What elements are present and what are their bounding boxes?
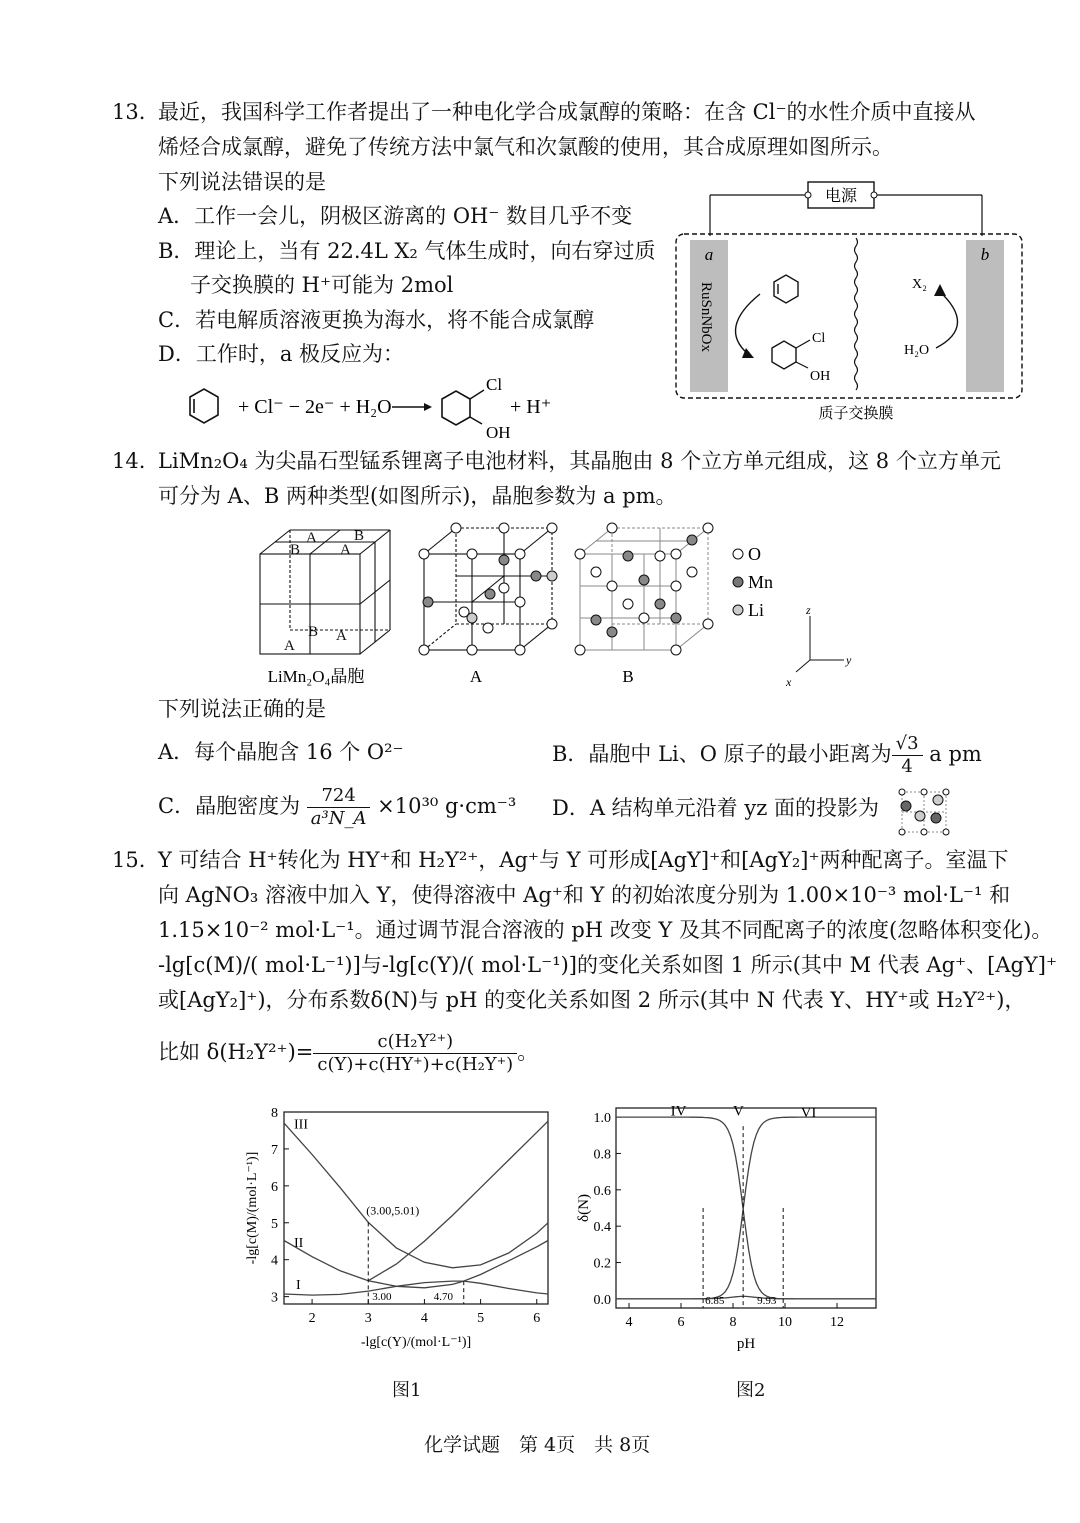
eq-reactants: + Cl⁻ − 2e⁻ + H₂O xyxy=(238,396,392,418)
fig1-point-label: (3.00,5.01) xyxy=(366,1203,420,1218)
q13-option-d: D．工作时，a 极反应为： xyxy=(158,342,405,366)
fig1-xtick-label: 4 xyxy=(420,1311,428,1326)
q13-stem-line1: 最近，我国科学工作者提出了一种电化学合成氯醇的策略：在含 Cl⁻的水性介质中直接从 xyxy=(158,100,976,124)
q14-number: 14. xyxy=(112,449,146,473)
q14-option-b-post: a pm xyxy=(929,742,982,766)
q15-line1: Y 可结合 H⁺转化为 HY⁺和 H₂Y²⁺，Ag⁺与 Y 可形成[AgY]⁺和[AgY₂]⁺两种配离子。室温下 xyxy=(158,848,1009,872)
fig1-ytick-label: 3 xyxy=(271,1290,278,1306)
fig2-ytick-label: 0.8 xyxy=(593,1147,611,1163)
fig1-ytick-label: 4 xyxy=(271,1253,278,1269)
figure-1-chart xyxy=(236,1098,566,1398)
fig1-xtick-label: 5 xyxy=(477,1311,485,1326)
q14-option-b-pre: B．晶胞中 Li、O 原子的最小距离为 xyxy=(552,742,892,766)
q14-option-c-den: a³N_A xyxy=(310,808,367,829)
q15-example-num: c(H₂Y²⁺) xyxy=(313,1031,517,1054)
unit-b-caption: B xyxy=(622,667,634,686)
cell-label-b1: B xyxy=(290,542,301,558)
fig2-xtick-label: 12 xyxy=(830,1315,844,1330)
fig2-xtick-label: 4 xyxy=(625,1315,633,1330)
diagram-x2: X₂ xyxy=(912,277,927,292)
axis-y: y xyxy=(846,653,852,667)
proton-exchange-membrane xyxy=(855,238,858,390)
fig1-x-annot-470: 4.70 xyxy=(433,1291,453,1303)
fig2-xtick-label: 8 xyxy=(729,1315,737,1330)
fig2-series-line-IV xyxy=(616,1117,876,1299)
q15-example-den: c(Y)+c(HY⁺)+c(H₂Y⁺) xyxy=(317,1054,514,1075)
fig1-ytick-label: 6 xyxy=(271,1179,278,1195)
electrode-b-label: b xyxy=(980,245,990,264)
eq-cl: Cl xyxy=(486,375,503,394)
cell-caption: LiMn₂O₄晶胞 xyxy=(267,667,365,686)
q13-prompt: 下列说法错误的是 xyxy=(158,170,326,194)
q15-line3: 1.15×10⁻² mol·L⁻¹。通过调节混合溶液的 pH 改变 Y 及其不同配离子的浓度(忽略体积变化)。 xyxy=(158,918,1053,942)
fig2-x-annot-685: 6.85 xyxy=(705,1295,725,1307)
cell-label-a4: A xyxy=(336,628,347,644)
fig2-series-line-VI xyxy=(616,1117,876,1299)
q15-number: 15. xyxy=(112,848,146,872)
fig1-xtick-label: 6 xyxy=(533,1311,541,1326)
q13-option-b-line1: B．理论上，当有 22.4L X₂ 气体生成时，向右穿过质 xyxy=(158,239,656,263)
q15-example-pre: 比如 δ(H₂Y²⁺)= xyxy=(158,1040,314,1064)
crystal-figures xyxy=(250,520,870,690)
q13-equation xyxy=(180,372,600,442)
q13-option-b-line2: 子交换膜的 H⁺可能为 2mol xyxy=(190,273,454,297)
cell-label-b2: B xyxy=(354,528,365,544)
fig2-plot-frame xyxy=(616,1108,876,1308)
fig2-xlabel: pH xyxy=(736,1336,756,1352)
fig2-ytick-label: 0.0 xyxy=(593,1292,611,1308)
q15-example xyxy=(158,1020,538,1084)
legend-mn: Mn xyxy=(748,572,774,592)
fig2-ytick-label: 1.0 xyxy=(593,1111,611,1127)
fig2-curve-label-V: V xyxy=(733,1103,744,1120)
q13-option-a: A．工作一会儿，阴极区游离的 OH⁻ 数目几乎不变 xyxy=(158,204,633,228)
fig1-ytick-label: 7 xyxy=(271,1142,278,1158)
fig1-curve-label-III: III xyxy=(294,1117,308,1133)
cell-label-a2: A xyxy=(340,542,351,558)
electrode-a-label: a xyxy=(704,245,714,264)
unit-a-caption: A xyxy=(469,667,483,686)
q13-option-c: C．若电解质溶液更换为海水，将不能合成氯醇 xyxy=(158,308,595,332)
fig2-ylabel: δ(N) xyxy=(576,1194,592,1222)
catalyst-label: RuSnNbOx xyxy=(698,282,714,353)
q15-line5: 或[AgY₂]⁺)，分布系数δ(N)与 pH 的变化关系如图 2 所示(其中 N 代表 Y、HY⁺或 H₂Y²⁺)， xyxy=(158,988,1026,1012)
q14-option-b xyxy=(552,733,982,778)
q14-stem-line1: LiMn₂O₄ 为尖晶石型锰系锂离子电池材料，其晶胞由 8 个立方单元组成，这 8 个立方单元 xyxy=(158,449,1001,473)
fig1-series-line-rising xyxy=(368,1121,548,1281)
q13-stem-line2: 烯烃合成氯醇，避免了传统方法中氯气和次氯酸的使用，其合成原理如图所示。 xyxy=(158,135,893,159)
axes-indicator xyxy=(796,616,844,672)
fig2-x-annot-993: 9.93 xyxy=(757,1295,777,1307)
fig1-xlabel: -lg[c(Y)/(mol·L⁻¹)] xyxy=(360,1335,472,1350)
diagram-h2o: H₂O xyxy=(904,343,930,358)
fig1-series-line-III xyxy=(284,1123,548,1268)
fig1-xtick-label: 2 xyxy=(308,1311,316,1326)
power-label: 电源 xyxy=(824,188,858,205)
fig2-xtick-label: 6 xyxy=(677,1315,685,1330)
membrane-label: 质子交换膜 xyxy=(818,406,894,422)
fig2-ytick-label: 0.2 xyxy=(593,1256,611,1272)
projection-figure xyxy=(896,786,956,838)
eq-products: + H⁺ xyxy=(510,396,552,418)
cell-label-a3: A xyxy=(284,638,295,654)
fig1-ytick-label: 8 xyxy=(271,1106,278,1121)
figure-1-caption: 图1 xyxy=(392,1380,422,1401)
q14-stem-line2: 可分为 A、B 两种类型(如图所示)，晶胞参数为 a pm。 xyxy=(158,484,677,508)
q14-option-a: A．每个晶胞含 16 个 O²⁻ xyxy=(158,740,404,764)
axis-z: z xyxy=(806,603,811,617)
q14-option-b-den: 4 xyxy=(901,756,913,777)
fig2-ytick-label: 0.4 xyxy=(593,1220,611,1236)
diagram-cl: Cl xyxy=(812,331,826,346)
figure-2-chart xyxy=(570,1098,890,1398)
q14-option-d: D．A 结构单元沿着 yz 面的投影为 xyxy=(552,796,879,820)
fig1-series-line-I xyxy=(284,1281,548,1295)
limn2o4-cell xyxy=(260,530,390,654)
fig1-ytick-label: 5 xyxy=(271,1216,278,1232)
q14-prompt: 下列说法正确的是 xyxy=(158,697,326,721)
diagram-oh: OH xyxy=(810,369,831,384)
page-footer: 化学试题 第 4页 共 8页 xyxy=(424,1434,651,1456)
fig1-curve-label-II: II xyxy=(294,1235,304,1251)
cell-label-a1: A xyxy=(306,530,317,546)
q13-number: 13. xyxy=(112,100,146,124)
q14-option-c-num: 724 xyxy=(307,785,371,808)
fig1-xtick-label: 3 xyxy=(364,1311,372,1326)
figure-2-caption: 图2 xyxy=(736,1380,766,1401)
q15-line2: 向 AgNO₃ 溶液中加入 Y，使得溶液中 Ag⁺和 Y 的初始浓度分别为 1.00×10⁻³ mol·L⁻¹ 和 xyxy=(158,883,1011,907)
q14-option-c xyxy=(158,784,516,830)
fig2-curve-label-VI: VI xyxy=(800,1105,817,1122)
fig1-x-annot-300: 3.00 xyxy=(372,1291,392,1303)
q14-option-c-pre: C．晶胞密度为 xyxy=(158,794,301,818)
q15-line4: -lg[c(M)/( mol·L⁻¹)]与-lg[c(Y)/( mol·L⁻¹)]的变化关系如图 1 所示(其中 M 代表 Ag⁺、[AgY]⁺ xyxy=(158,953,1058,977)
q14-option-c-post: ×10³⁰ g·cm⁻³ xyxy=(377,794,517,818)
atom-legend xyxy=(733,544,773,620)
legend-li: Li xyxy=(748,600,764,620)
fig2-xtick-label: 10 xyxy=(778,1315,792,1330)
legend-o: O xyxy=(748,544,761,564)
eq-oh: OH xyxy=(486,423,511,442)
q15-example-post: 。 xyxy=(517,1040,539,1064)
fig1-curve-label-I: I xyxy=(296,1278,301,1294)
fig2-ytick-label: 0.6 xyxy=(593,1183,611,1199)
axis-x: x xyxy=(786,675,792,689)
electrolysis-diagram xyxy=(668,178,1028,428)
cell-label-b3: B xyxy=(308,624,319,640)
fig2-curve-label-IV: IV xyxy=(670,1103,687,1120)
q14-option-b-num: √3 xyxy=(892,733,923,756)
fig1-ylabel: -lg[c(M)/(mol·L⁻¹)] xyxy=(245,1151,260,1265)
unit-b xyxy=(580,528,708,650)
